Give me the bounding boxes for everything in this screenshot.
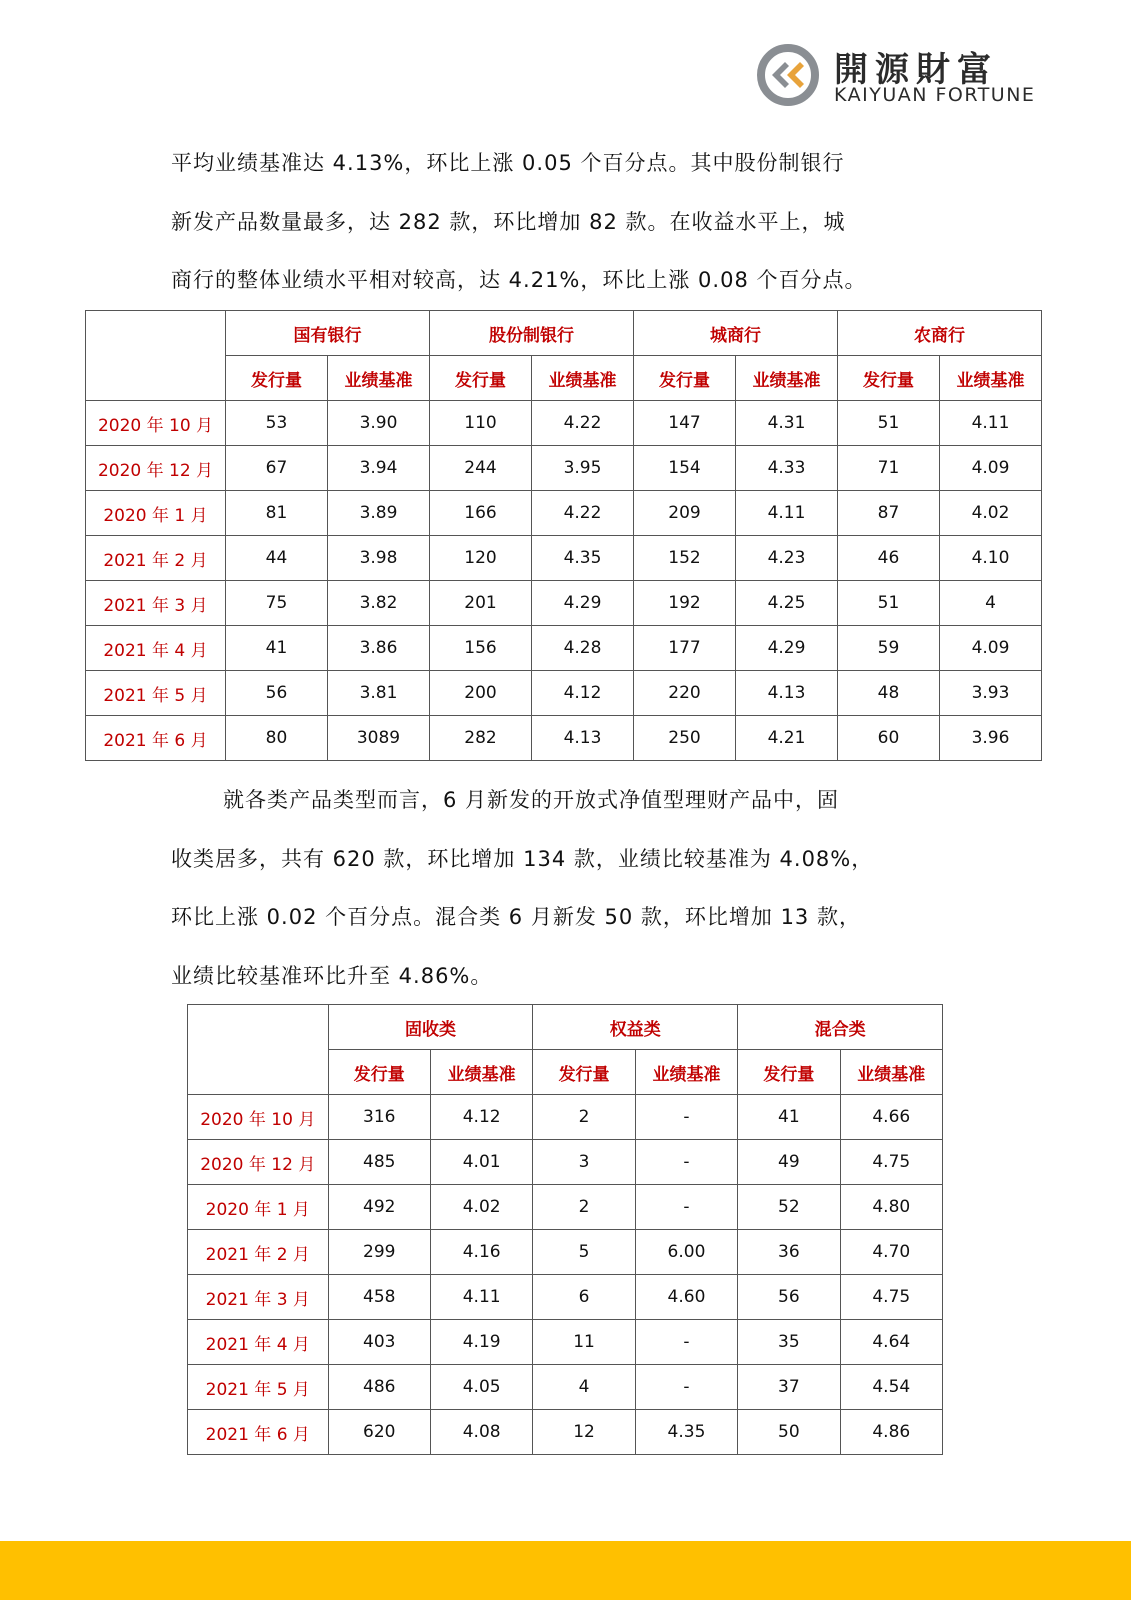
table-cell: 4.09: [940, 446, 1042, 491]
footer-band: [0, 1541, 1131, 1600]
group-header: 股份制银行: [430, 311, 634, 356]
table-cell: 3.93: [940, 671, 1042, 716]
table-cell: 67: [226, 446, 328, 491]
subheader-row: [86, 356, 1042, 401]
table-cell: 6: [533, 1275, 635, 1320]
paragraph-line: 就各类产品类型而言，6 月新发的开放式净值型理财产品中，固: [223, 788, 840, 812]
row-label: 2021 年 4 月: [86, 626, 226, 671]
table-row: [86, 401, 1042, 446]
table-cell: 11: [533, 1320, 635, 1365]
row-label: 2020 年 12 月: [188, 1140, 329, 1185]
table-cell: 87: [838, 491, 940, 536]
row-label: 2020 年 1 月: [86, 491, 226, 536]
paragraph-line: 平均业绩基准达 4.13%，环比上涨 0.05 个百分点。其中股份制银行: [171, 151, 845, 175]
table-cell: 49: [738, 1140, 840, 1185]
bank-type-table: [85, 310, 1042, 761]
table-cell: 4.12: [532, 671, 634, 716]
row-label: 2021 年 6 月: [86, 716, 226, 761]
table-cell: 59: [838, 626, 940, 671]
table-cell: 4: [940, 581, 1042, 626]
group-header: 混合类: [738, 1005, 943, 1050]
table-cell: 2: [533, 1185, 635, 1230]
column-header: 业绩基准: [532, 356, 634, 401]
table-cell: 3.86: [328, 626, 430, 671]
row-label: 2020 年 12 月: [86, 446, 226, 491]
table-cell: 4.33: [736, 446, 838, 491]
kaiyuan-logo-icon: [756, 43, 820, 107]
row-label: 2021 年 6 月: [188, 1410, 329, 1455]
table-cell: 56: [738, 1275, 840, 1320]
row-label: 2020 年 10 月: [86, 401, 226, 446]
table-cell: -: [635, 1365, 737, 1410]
table-cell: 80: [226, 716, 328, 761]
table-cell: 81: [226, 491, 328, 536]
table-cell: 41: [226, 626, 328, 671]
column-header: 业绩基准: [430, 1050, 532, 1095]
table-cell: 486: [328, 1365, 430, 1410]
table-cell: 48: [838, 671, 940, 716]
table-row: [188, 1365, 943, 1410]
table-cell: 4.13: [736, 671, 838, 716]
table-cell: 41: [738, 1095, 840, 1140]
table-cell: 75: [226, 581, 328, 626]
table-row: [188, 1275, 943, 1320]
table-cell: 152: [634, 536, 736, 581]
table-cell: 200: [430, 671, 532, 716]
table-cell: 3.98: [328, 536, 430, 581]
table-cell: 3089: [328, 716, 430, 761]
table-cell: 6.00: [635, 1230, 737, 1275]
table-cell: 5: [533, 1230, 635, 1275]
table-cell: 4.22: [532, 491, 634, 536]
corner-cell: [188, 1005, 329, 1095]
table-cell: 4.19: [430, 1320, 532, 1365]
table-cell: 316: [328, 1095, 430, 1140]
row-label: 2021 年 2 月: [86, 536, 226, 581]
table-cell: 3: [533, 1140, 635, 1185]
table-row: [188, 1140, 943, 1185]
group-header: 城商行: [634, 311, 838, 356]
column-header: 业绩基准: [328, 356, 430, 401]
brand-name-en: KAIYUAN FORTUNE: [834, 84, 1036, 106]
table-cell: 282: [430, 716, 532, 761]
table-cell: 166: [430, 491, 532, 536]
table-cell: 4.29: [532, 581, 634, 626]
paragraph-line: 环比上涨 0.02 个百分点。混合类 6 月新发 50 款，环比增加 13 款，: [171, 905, 861, 929]
table-cell: 4.66: [840, 1095, 942, 1140]
table-cell: 244: [430, 446, 532, 491]
table-row: [188, 1320, 943, 1365]
table-cell: 35: [738, 1320, 840, 1365]
row-label: 2020 年 10 月: [188, 1095, 329, 1140]
table-cell: 4: [533, 1365, 635, 1410]
paragraph-line: 收类居多，共有 620 款，环比增加 134 款，业绩比较基准为 4.08%，: [171, 846, 874, 871]
table-cell: -: [635, 1140, 737, 1185]
paragraph-bank-summary: [171, 134, 961, 310]
table-row: [188, 1185, 943, 1230]
paragraph-line: 新发产品数量最多，达 282 款，环比增加 82 款。在收益水平上，城: [171, 209, 846, 234]
table-cell: 4.16: [430, 1230, 532, 1275]
table-cell: 4.08: [430, 1410, 532, 1455]
table-cell: 4.25: [736, 581, 838, 626]
table-cell: -: [635, 1320, 737, 1365]
row-label: 2021 年 5 月: [188, 1365, 329, 1410]
table-cell: 50: [738, 1410, 840, 1455]
header-row: [86, 311, 1042, 356]
table-cell: -: [635, 1185, 737, 1230]
table-cell: 3.94: [328, 446, 430, 491]
column-header: 发行量: [533, 1050, 635, 1095]
corner-cell: [86, 311, 226, 401]
table-cell: 3.81: [328, 671, 430, 716]
table-cell: 4.11: [940, 401, 1042, 446]
column-header: 发行量: [738, 1050, 840, 1095]
table-cell: 403: [328, 1320, 430, 1365]
table-cell: 4.12: [430, 1095, 532, 1140]
table-cell: 4.13: [532, 716, 634, 761]
table-row: [86, 716, 1042, 761]
table-cell: 201: [430, 581, 532, 626]
table-cell: 3.96: [940, 716, 1042, 761]
group-header: 国有银行: [226, 311, 430, 356]
paragraph-product-summary: [171, 771, 961, 1005]
column-header: 业绩基准: [940, 356, 1042, 401]
table-row: [86, 446, 1042, 491]
group-header: 权益类: [533, 1005, 738, 1050]
table-cell: 4.31: [736, 401, 838, 446]
row-label: 2021 年 3 月: [86, 581, 226, 626]
group-header: 固收类: [328, 1005, 533, 1050]
group-header: 农商行: [838, 311, 1042, 356]
table-cell: 2: [533, 1095, 635, 1140]
table-cell: 4.35: [635, 1410, 737, 1455]
table-cell: 4.35: [532, 536, 634, 581]
table-cell: 156: [430, 626, 532, 671]
table-cell: 4.21: [736, 716, 838, 761]
table-cell: 4.02: [430, 1185, 532, 1230]
company-logo: [756, 40, 1056, 110]
table-cell: 192: [634, 581, 736, 626]
product-type-table: [187, 1004, 943, 1455]
table-row: [86, 491, 1042, 536]
table-cell: 51: [838, 581, 940, 626]
row-label: 2021 年 2 月: [188, 1230, 329, 1275]
table-cell: 56: [226, 671, 328, 716]
table-cell: 120: [430, 536, 532, 581]
row-label: 2021 年 3 月: [188, 1275, 329, 1320]
table-cell: 3.89: [328, 491, 430, 536]
table-cell: 4.70: [840, 1230, 942, 1275]
table-cell: 4.05: [430, 1365, 532, 1410]
paragraph-line: 商行的整体业绩水平相对较高，达 4.21%，环比上涨 0.08 个百分点。: [171, 268, 867, 292]
table-cell: 71: [838, 446, 940, 491]
table-row: [188, 1410, 943, 1455]
table-cell: 209: [634, 491, 736, 536]
column-header: 发行量: [838, 356, 940, 401]
table-cell: 492: [328, 1185, 430, 1230]
table-cell: 53: [226, 401, 328, 446]
row-label: 2021 年 5 月: [86, 671, 226, 716]
table-row: [86, 536, 1042, 581]
table-cell: 46: [838, 536, 940, 581]
table-cell: 110: [430, 401, 532, 446]
column-header: 业绩基准: [736, 356, 838, 401]
table-cell: -: [635, 1095, 737, 1140]
table-cell: 37: [738, 1365, 840, 1410]
table-cell: 4.10: [940, 536, 1042, 581]
table-cell: 4.22: [532, 401, 634, 446]
table-cell: 4.54: [840, 1365, 942, 1410]
row-label: 2021 年 4 月: [188, 1320, 329, 1365]
table-cell: 4.01: [430, 1140, 532, 1185]
table-cell: 3.82: [328, 581, 430, 626]
table-cell: 4.11: [736, 491, 838, 536]
column-header: 发行量: [226, 356, 328, 401]
table-cell: 4.75: [840, 1275, 942, 1320]
table-row: [86, 581, 1042, 626]
table-cell: 60: [838, 716, 940, 761]
brand-name-cn: 開源財富: [834, 50, 998, 90]
table-cell: 299: [328, 1230, 430, 1275]
column-header: 发行量: [328, 1050, 430, 1095]
table-cell: 4.28: [532, 626, 634, 671]
table-cell: 620: [328, 1410, 430, 1455]
column-header: 发行量: [430, 356, 532, 401]
table-cell: 4.11: [430, 1275, 532, 1320]
table-cell: 4.09: [940, 626, 1042, 671]
table-cell: 4.64: [840, 1320, 942, 1365]
table-row: [86, 626, 1042, 671]
table-cell: 250: [634, 716, 736, 761]
table-cell: 4.75: [840, 1140, 942, 1185]
table-cell: 4.02: [940, 491, 1042, 536]
table-cell: 4.80: [840, 1185, 942, 1230]
column-header: 业绩基准: [635, 1050, 737, 1095]
row-label: 2020 年 1 月: [188, 1185, 329, 1230]
table-cell: 52: [738, 1185, 840, 1230]
column-header: 业绩基准: [840, 1050, 942, 1095]
paragraph-line: 业绩比较基准环比升至 4.86%。: [171, 963, 493, 988]
table-row: [188, 1095, 943, 1140]
table-cell: 177: [634, 626, 736, 671]
table-cell: 4.29: [736, 626, 838, 671]
table-cell: 51: [838, 401, 940, 446]
table-cell: 3.95: [532, 446, 634, 491]
header-row: [188, 1005, 943, 1050]
table-cell: 12: [533, 1410, 635, 1455]
column-header: 发行量: [634, 356, 736, 401]
table-row: [188, 1230, 943, 1275]
table-cell: 3.90: [328, 401, 430, 446]
table-cell: 36: [738, 1230, 840, 1275]
table-row: [86, 671, 1042, 716]
table-cell: 220: [634, 671, 736, 716]
table-cell: 4.86: [840, 1410, 942, 1455]
table-cell: 44: [226, 536, 328, 581]
table-cell: 154: [634, 446, 736, 491]
table-cell: 4.60: [635, 1275, 737, 1320]
table-cell: 485: [328, 1140, 430, 1185]
table-cell: 458: [328, 1275, 430, 1320]
table-cell: 4.23: [736, 536, 838, 581]
table-cell: 147: [634, 401, 736, 446]
